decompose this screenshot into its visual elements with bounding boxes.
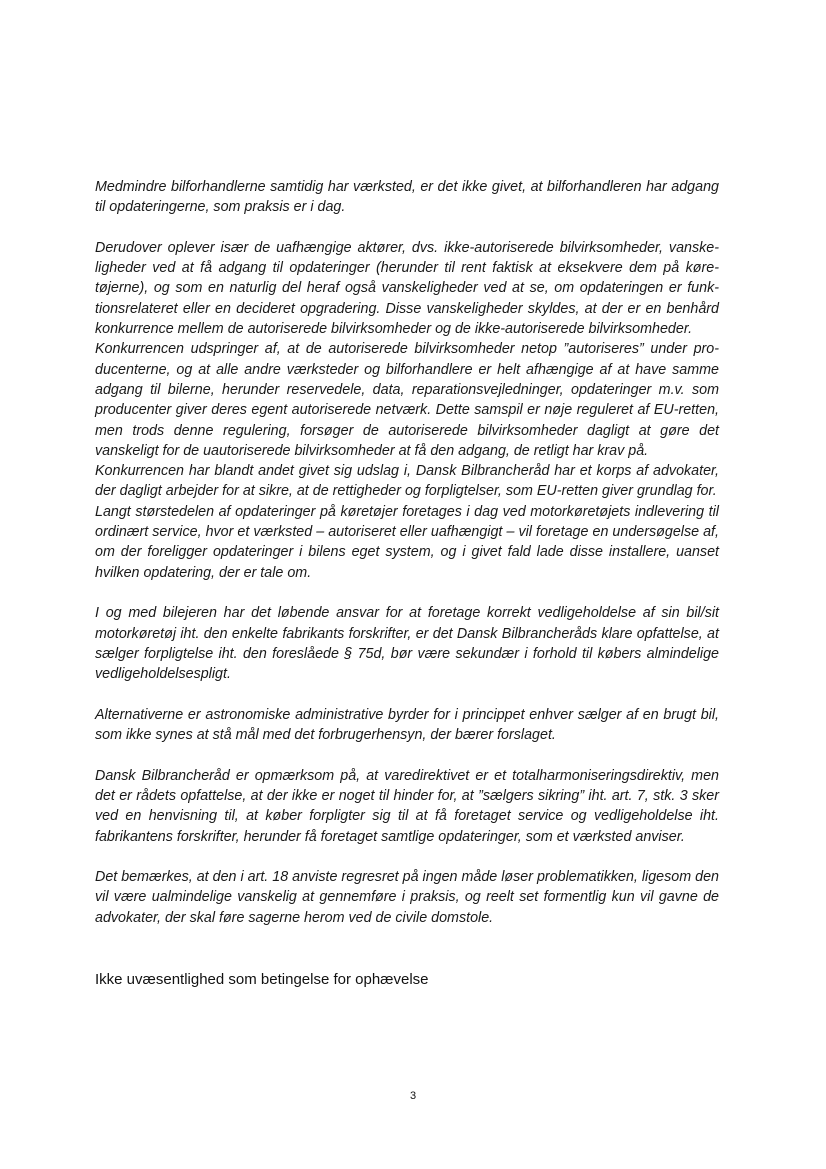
paragraph-8: Dansk Bilbrancheråd er opmærksom på, at varedirektivet er et totalharmoniseringsdirektiv, men det er rådets opfattelse, at der ikke er noget til hinder for, at ”sælgers sikring” iht. art. 7, stk. 3 sker ved en henvisning til, at køber forpligter sig til at få foretaget service og vedligeholdelse iht. fabrikantens forskrifter, herunder få foretaget samtlige opdateringer, som et værksted anviser. — [95, 767, 719, 845]
page-number: 3 — [409, 1090, 417, 1102]
body-text — [95, 177, 719, 928]
paragraph-4: Konkurrencen har blandt andet givet sig udslag i, Dansk Bilbrancheråd har et korps af advokater, der dagligt arbejder for at sikre, at de rettigheder og forpligtelser, som EU-retten giver grundlag for. — [95, 463, 719, 500]
paragraph-2: Derudover oplever især de uafhængige aktører, dvs. ikke-autoriserede bilvirksomheder, vanskeligheder ved at få adgang til opdateringer (herunder til rent faktisk at eksekvere dem på køretøjerne), og som en naturlig del heraf også vanskeligheder ved at se, om opdateringen er funktionsrelateret eller en decideret opgradering. Disse vanskeligheder skyldes, at der er en benhård konkurrence mellem de autoriserede bilvirksomheder og de ikke-autoriserede bilvirksomheder. — [95, 239, 719, 338]
paragraph-5: Langt størstedelen af opdateringer på køretøjer foretages i dag ved motorkøretøjets indlevering til ordinært service, hvor et værksted – autoriseret eller uafhængigt – vil foretage en undersøgelse af, om der foreligger opdateringer i bilens eget system, og i givet fald lade disse installere, uanset hvilken opdatering, der er tale om. — [95, 503, 719, 581]
paragraph-7: Alternativerne er astronomiske administrative byrder for i princippet enhver sælger af en brugt bil, som ikke synes at stå mål med det forbrugerhensyn, der bærer forslaget. — [95, 706, 719, 744]
paragraph-6: I og med bilejeren har det løbende ansvar for at foretage korrekt vedligeholdelse af sin bil/sit motorkøretøj iht. den enkelte fabrikants forskrifter, er det Dansk Bilbrancheråds klare opfattelse, at sælger forpligtelse iht. den foreslåede § 75d, bør være sekundær i forhold til købers almindelige vedligeholdelsespligt. — [95, 605, 719, 683]
paragraph-9: Det bemærkes, at den i art. 18 anviste regresret på ingen måde løser problematikken, ligesom den vil være ualmindelige vanskelig at gennemføre i praksis, og reelt set formentlig kun vil gavne de advokater, der skal føre sagerne herom ved de civile domstole. — [95, 869, 719, 926]
paragraph-3: Konkurrencen udspringer af, at de autoriserede bilvirksomheder netop ”autoriseres” under producenterne, og at alle andre værksteder og bilforhandlere er helt afhængige af at have samme adgang til bilerne, herunder reservedele, data, reparationsvejledninger, opdateringer m.v. som producenter giver deres egent autoriserede netværk. Dette samspil er nøje reguleret af EU-retten, men trods denne regulering, forsøger de autoriserede bilvirksomheder dagligt at gøre det vanskeligt for de uautoriserede bilvirksomheder at få den adgang, de retligt har krav på. — [95, 341, 719, 459]
paragraph-1: Medmindre bilforhandlerne samtidig har værksted, er det ikke givet, at bilforhandleren har adgang til opdateringerne, som praksis er i dag. — [95, 179, 719, 216]
section-heading: Ikke uvæsentlighed som betingelse for ophævelse — [95, 971, 429, 988]
